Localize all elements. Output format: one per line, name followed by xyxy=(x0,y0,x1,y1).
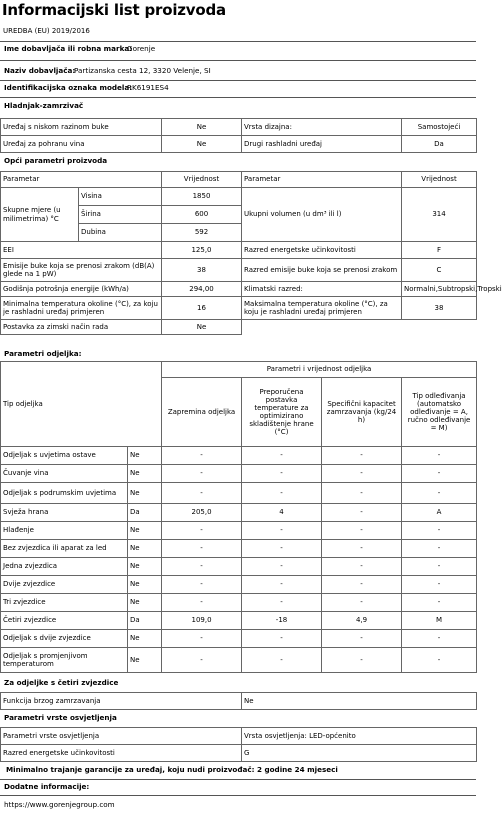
type-header: Tip odjeljka xyxy=(1,362,162,447)
address-value: Partizanska cesta 12, 3320 Velenje, SI xyxy=(74,66,211,75)
compartment-present: Ne xyxy=(128,648,162,673)
general-table xyxy=(0,171,502,335)
value-header: Vrijednost xyxy=(162,172,242,188)
compartment-row xyxy=(1,540,477,558)
param-label: Maksimalna temperatura okoline (°C), za koju je rashladni uređaj primjeren xyxy=(242,297,402,320)
compartment-value: - xyxy=(322,630,402,648)
compartment-name: Hlađenje xyxy=(1,522,128,540)
compartment-value: - xyxy=(402,648,477,673)
dimension-value: 1850 xyxy=(162,188,242,206)
volume-value: 314 xyxy=(402,188,477,242)
compartment-present: Da xyxy=(128,504,162,522)
winter-label: Postavka za zimski način rada xyxy=(1,320,162,335)
compartment-name: Odjeljak s podrumskim uvjetima xyxy=(1,483,128,504)
param-header: Parametar xyxy=(242,172,402,188)
compartment-value: - xyxy=(162,648,242,673)
compartment-row xyxy=(1,522,477,540)
compartment-name: Odjeljak s promjenjivom temperaturom xyxy=(1,648,128,673)
compartment-name: Odjeljak s dvije zvjezdice xyxy=(1,630,128,648)
compartment-value: - xyxy=(322,648,402,673)
compartment-name: Čuvanje vina xyxy=(1,465,128,483)
category-heading: Hladnjak-zamrzivač xyxy=(4,101,84,110)
compartment-present: Ne xyxy=(128,594,162,612)
compartment-present: Ne xyxy=(128,447,162,465)
general-row xyxy=(1,242,477,259)
compartments-heading: Parametri odjeljka: xyxy=(4,349,82,358)
compartment-row xyxy=(1,483,477,504)
compartment-value: - xyxy=(402,540,477,558)
light-type-value: Vrsta osvjetljenja: LED-općenito xyxy=(242,728,477,745)
compartment-value: - xyxy=(162,576,242,594)
value-header: Vrijednost xyxy=(402,172,477,188)
compartment-row xyxy=(1,648,477,673)
param-label: Razred emisije buke koja se prenosi zrakom xyxy=(242,259,402,282)
website-link[interactable]: https://www.gorenjegroup.com xyxy=(4,800,115,809)
compartment-name: Tri zvjezdice xyxy=(1,594,128,612)
model-value: RK6191ES4 xyxy=(127,83,169,92)
param-value: F xyxy=(402,242,477,259)
category-value: Ne xyxy=(162,119,242,136)
compartment-value: - xyxy=(242,522,322,540)
compartment-value: - xyxy=(402,483,477,504)
compartment-present: Da xyxy=(128,612,162,630)
compartment-value: - xyxy=(162,630,242,648)
compartment-value: - xyxy=(322,522,402,540)
param-label: Emisije buke koja se prenosi zrakom (dB(A) glede na 1 pW) xyxy=(1,259,162,282)
compartment-value: - xyxy=(162,483,242,504)
param-value: C xyxy=(402,259,477,282)
compartment-name: Bez zvjezdica ili aparat za led xyxy=(1,540,128,558)
compartment-present: Ne xyxy=(128,576,162,594)
group-header: Parametri i vrijednost odjeljka xyxy=(162,362,477,378)
compartment-value: M xyxy=(402,612,477,630)
compartment-value: 4,9 xyxy=(322,612,402,630)
fast-freeze-value: Ne xyxy=(242,693,477,710)
compartment-present: Ne xyxy=(128,558,162,576)
fast-freeze-label: Funkcija brzog zamrzavanja xyxy=(1,693,242,710)
light-type-label: Parametri vrste osvjetljenja xyxy=(1,728,242,745)
param-label: Godišnja potrošnja energije (kWh/a) xyxy=(1,282,162,297)
compartment-name: Četiri zvjezdice xyxy=(1,612,128,630)
category-value: Ne xyxy=(162,136,242,153)
winter-value: Ne xyxy=(162,320,242,335)
light-class-label: Razred energetske učinkovitosti xyxy=(1,745,242,762)
compartment-row xyxy=(1,465,477,483)
supplier-label: Ime dobavljača ili robna marka: xyxy=(4,44,133,53)
compartment-value: - xyxy=(322,540,402,558)
compartment-value: - xyxy=(402,447,477,465)
warranty-text: Minimalno trajanje garancije za uređaj, koju nudi proizvođač: 2 godine 24 mjeseci xyxy=(6,765,338,774)
compartment-row xyxy=(1,447,477,465)
compartment-row xyxy=(1,594,477,612)
column-header: Zapremina odjeljka xyxy=(162,378,242,447)
compartment-value: 109,0 xyxy=(162,612,242,630)
climate-class-value: Normalni,Subtropski,Tropski xyxy=(402,282,477,297)
compartment-value: - xyxy=(402,576,477,594)
compartment-value: 205,0 xyxy=(162,504,242,522)
category-label: Uređaj za pohranu vina xyxy=(1,136,162,153)
param-value: 38 xyxy=(162,259,242,282)
compartment-value: - xyxy=(162,522,242,540)
compartment-value: - xyxy=(322,465,402,483)
compartment-value: - xyxy=(242,594,322,612)
column-header: Tip odleđivanja (automatsko odleđivanje = A, ručno odleđivanje = M) xyxy=(402,378,477,447)
compartment-value: - xyxy=(322,447,402,465)
compartment-value: - xyxy=(242,540,322,558)
compartment-value: - xyxy=(242,630,322,648)
category-label: Uređaj s niskom razinom buke xyxy=(1,119,162,136)
address-label: Naziv dobavljača: xyxy=(4,66,76,75)
compartment-value: - xyxy=(242,483,322,504)
model-label: Identifikacijska oznaka modela: xyxy=(4,83,133,92)
compartment-present: Ne xyxy=(128,465,162,483)
compartment-value: - xyxy=(322,576,402,594)
compartment-value: - xyxy=(242,558,322,576)
param-value: 125,0 xyxy=(162,242,242,259)
category-value: Da xyxy=(402,136,477,153)
compartment-value: - xyxy=(242,465,322,483)
dimension-value: 600 xyxy=(162,206,242,224)
compartment-value: - xyxy=(162,558,242,576)
compartment-value: - xyxy=(322,558,402,576)
param-label: Minimalna temperatura okoline (°C), za koju je rashladni uređaj primjeren xyxy=(1,297,162,320)
category-table xyxy=(0,118,477,153)
regulation-label: UREDBA (EU) 2019/2016 xyxy=(3,27,90,35)
supplier-value: Gorenje xyxy=(127,44,156,53)
general-heading: Opći parametri proizvoda xyxy=(4,156,108,165)
dimensions-label: Skupne mjere (u milimetrima) °C xyxy=(1,188,79,242)
general-row xyxy=(1,297,477,320)
compartment-value: -18 xyxy=(242,612,322,630)
compartment-value: - xyxy=(402,594,477,612)
param-label: Razred energetske učinkovitosti xyxy=(242,242,402,259)
compartment-name: Dvije zvjezdice xyxy=(1,576,128,594)
compartment-value: A xyxy=(402,504,477,522)
dimension-name: Visina xyxy=(79,188,162,206)
compartment-present: Ne xyxy=(128,540,162,558)
dimension-name: Širina xyxy=(79,206,162,224)
compartment-row xyxy=(1,504,477,522)
compartment-value: - xyxy=(162,540,242,558)
compartment-value: - xyxy=(242,447,322,465)
fourstar-heading: Za odjeljke s četiri zvjezdice xyxy=(4,678,119,687)
compartment-value: - xyxy=(242,576,322,594)
compartment-value: 4 xyxy=(242,504,322,522)
param-value: 16 xyxy=(162,297,242,320)
column-header: Preporučena postavka temperature za optimizirano skladištenje hrane (°C) xyxy=(242,378,322,447)
compartment-name: Jedna zvjezdica xyxy=(1,558,128,576)
light-heading: Parametri vrste osvjetljenja xyxy=(4,713,117,722)
param-value: 294,00 xyxy=(162,282,242,297)
compartment-row xyxy=(1,576,477,594)
compartment-value: - xyxy=(402,558,477,576)
compartment-name: Svježa hrana xyxy=(1,504,128,522)
compartment-value: - xyxy=(162,465,242,483)
light-table xyxy=(0,727,477,762)
compartment-value: - xyxy=(322,594,402,612)
dimension-value: 592 xyxy=(162,224,242,242)
compartment-value: - xyxy=(402,465,477,483)
column-header: Specifični kapacitet zamrzavanja (kg/24 h) xyxy=(322,378,402,447)
compartment-present: Ne xyxy=(128,522,162,540)
category-value: Samostojeći xyxy=(402,119,477,136)
volume-label: Ukupni volumen (u dm³ ili l) xyxy=(242,188,402,242)
light-class-value: G xyxy=(242,745,477,762)
param-header: Parametar xyxy=(1,172,162,188)
general-row xyxy=(1,259,477,282)
compartment-row xyxy=(1,612,477,630)
param-value: 38 xyxy=(402,297,477,320)
page-title: Informacijski list proizvoda xyxy=(2,1,226,19)
compartment-value: - xyxy=(322,483,402,504)
compartments-table xyxy=(0,361,477,673)
compartment-value: - xyxy=(162,594,242,612)
general-row xyxy=(1,320,477,335)
compartment-row xyxy=(1,630,477,648)
compartment-value: - xyxy=(402,630,477,648)
param-label: EEI xyxy=(1,242,162,259)
compartment-value: - xyxy=(322,504,402,522)
fourstar-table xyxy=(0,692,477,710)
compartment-present: Ne xyxy=(128,630,162,648)
compartment-present: Ne xyxy=(128,483,162,504)
general-row xyxy=(1,282,477,297)
category-row xyxy=(1,136,477,153)
compartment-value: - xyxy=(402,522,477,540)
category-row xyxy=(1,119,477,136)
compartment-name: Odjeljak s uvjetima ostave xyxy=(1,447,128,465)
compartment-value: - xyxy=(162,447,242,465)
dimension-name: Dubina xyxy=(79,224,162,242)
compartment-row xyxy=(1,558,477,576)
category-label: Vrsta dizajna: xyxy=(242,119,402,136)
compartment-value: - xyxy=(242,648,322,673)
category-label: Drugi rashladni uređaj xyxy=(242,136,402,153)
param-label: Klimatski razred: xyxy=(242,282,402,297)
extra-heading: Dodatne informacije: xyxy=(4,782,90,791)
general-header-row xyxy=(1,172,477,188)
